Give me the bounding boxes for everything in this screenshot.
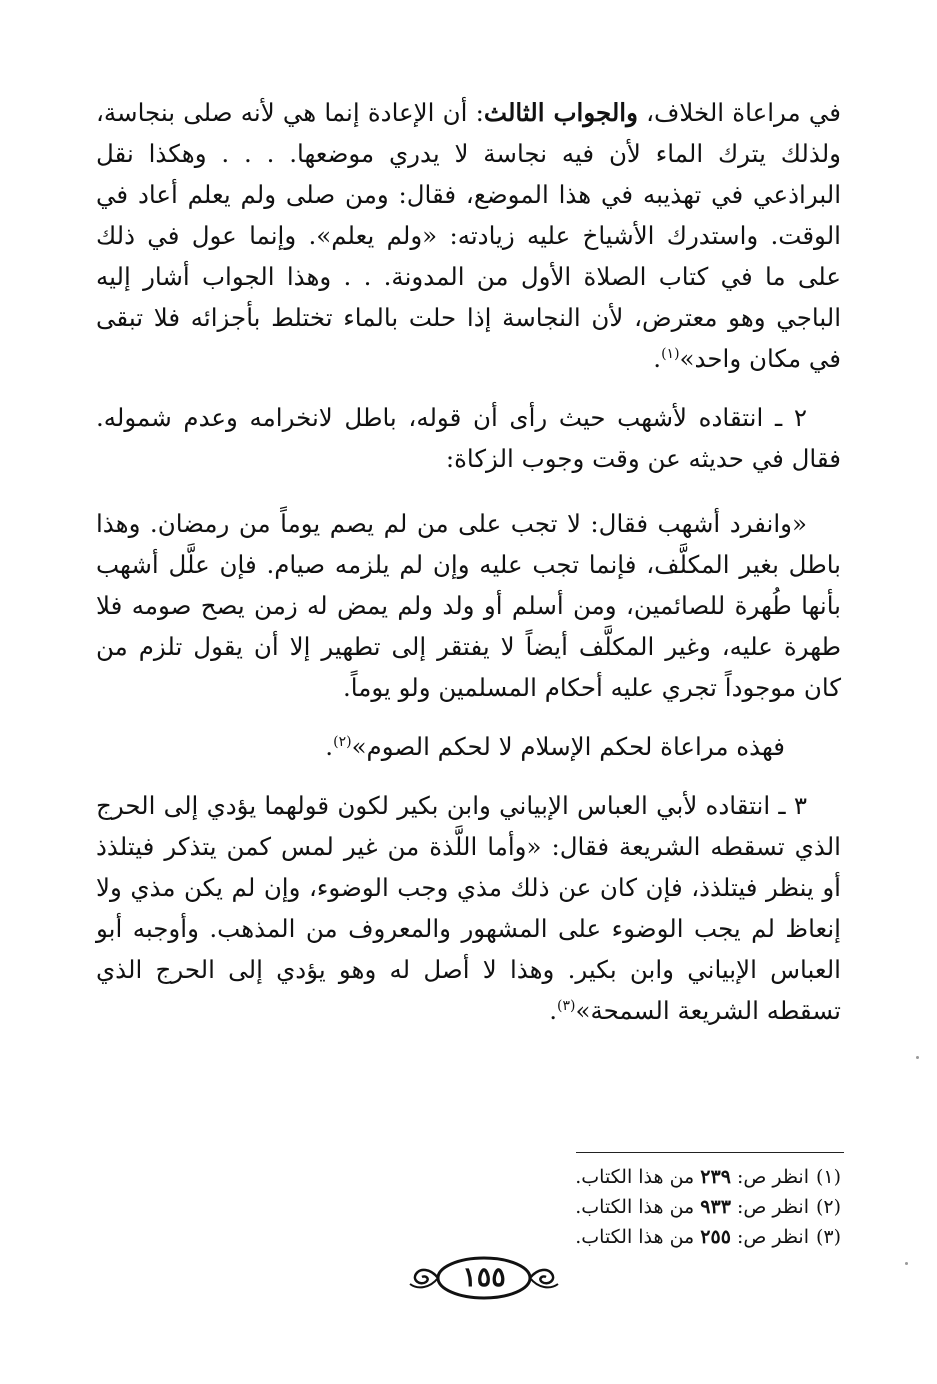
footnote-2-page: ٩٣٣: [700, 1196, 731, 1218]
paragraph-4: [96, 726, 841, 767]
footnote-1: [96, 1162, 841, 1192]
footnotes: [96, 1162, 841, 1252]
footnote-3-number: (٣): [815, 1226, 841, 1248]
page-body: [96, 92, 841, 1031]
footnote-2-tail: من هذا الكتاب.: [575, 1196, 701, 1218]
page-number: ١٥٥: [462, 1262, 506, 1293]
paragraph-5-end: .: [549, 996, 557, 1025]
paragraph-4-end: .: [325, 732, 334, 761]
paragraph-5: [96, 785, 841, 1031]
footnote-3-page: ٢٥٥: [700, 1226, 731, 1248]
paragraph-3-quote: «وانفرد أشهب فقال: لا تجب على من لم يصم يوماً من رمضان. وهذا باطل بغير المكلَّف، فإنما تجب عليه وإن لم يلزمه صيام. فإن علَّل أشهب بأنها طُهرة للصائمين، ومن أسلم أو ولد ولم يمض له زمن يصح صومه فلا طهرة عليه، وغير المكلَّف أيضاً لا يفتقر إلى تطهير إلا أن يقول تلزم من كان موجوداً تجري عليه أحكام المسلمين ولو يوماً.: [96, 509, 841, 702]
footnote-3: [96, 1222, 841, 1252]
footnote-ref-2[interactable]: (٢): [333, 733, 352, 750]
paragraph-1-end: .: [653, 344, 662, 373]
footnote-separator: [576, 1152, 844, 1153]
footnote-2-lead: انظر ص:: [730, 1196, 809, 1218]
paragraph-1: [96, 92, 841, 379]
paragraph-5-text: ٣ ـ انتقاده لأبي العباس الإبياني وابن بكير لكون قولهما يؤدي إلى الحرج الذي تسقطه الشريعة فقال: «وأما اللَّذة من غير لمس كمن يتذكر فيتلذذ أو ينظر فيتلذذ، فإن كان عن ذلك مذي وجب الوضوء، وإن لم يكن مذي ولا إنعاظ لم يجب الوضوء على المشهور والمعروف من المذهب. وأوجبه أبو العباس الإبياني وابن بكير. وهذا لا أصل له وهو يؤدي إلى الحرج الذي تسقطه الشريعة السمحة»: [96, 791, 841, 1025]
footnote-ref-1[interactable]: (١): [661, 345, 680, 362]
footnote-ref-3[interactable]: (٣): [557, 997, 576, 1014]
third-answer-heading: والجواب الثالث: [483, 98, 638, 127]
footnote-3-tail: من هذا الكتاب.: [575, 1226, 701, 1248]
footnote-1-page: ٢٣٩: [700, 1166, 731, 1188]
footnote-1-number: (١): [815, 1166, 841, 1188]
paragraph-1-text: : أن الإعادة إنما هي لأنه صلى بنجاسة، ولذلك يترك الماء لأن فيه نجاسة لا يدري موضعها. . . . وهكذا نقل البراذعي في تهذيبه في هذا الموضع، فقال: ومن صلى ولم يعلم أعاد في الوقت. واستدرك الأشياخ عليه زيادته: «ولم يعلم». وإنما عول في ذلك على ما في كتاب الصلاة الأول من المدونة. . . وهذا الجواب أشار إليه الباجي وهو معترض، لأن النجاسة إذا حلت بالماء تختلط بأجزائه فلا تبقى في مكان واحد»: [96, 98, 841, 373]
footnote-1-tail: من هذا الكتاب.: [575, 1166, 701, 1188]
paragraph-4-text: فهذه مراعاة لحكم الإسلام لا لحكم الصوم»: [351, 732, 785, 761]
paragraph-2: ٢ ـ انتقاده لأشهب حيث رأى أن قوله، باطل لانخرامه وعدم شموله. فقال في حديثه عن وقت وجوب الزكاة:: [96, 403, 841, 473]
footnote-3-lead: انظر ص:: [730, 1226, 809, 1248]
footnote-1-lead: انظر ص:: [730, 1166, 809, 1188]
paragraph-1-lead: في مراعاة الخلاف،: [637, 98, 841, 127]
footnote-2-number: (٢): [815, 1196, 841, 1218]
scan-speck: [905, 1262, 908, 1265]
scan-speck: [916, 1056, 919, 1059]
footnote-2: [96, 1192, 841, 1222]
